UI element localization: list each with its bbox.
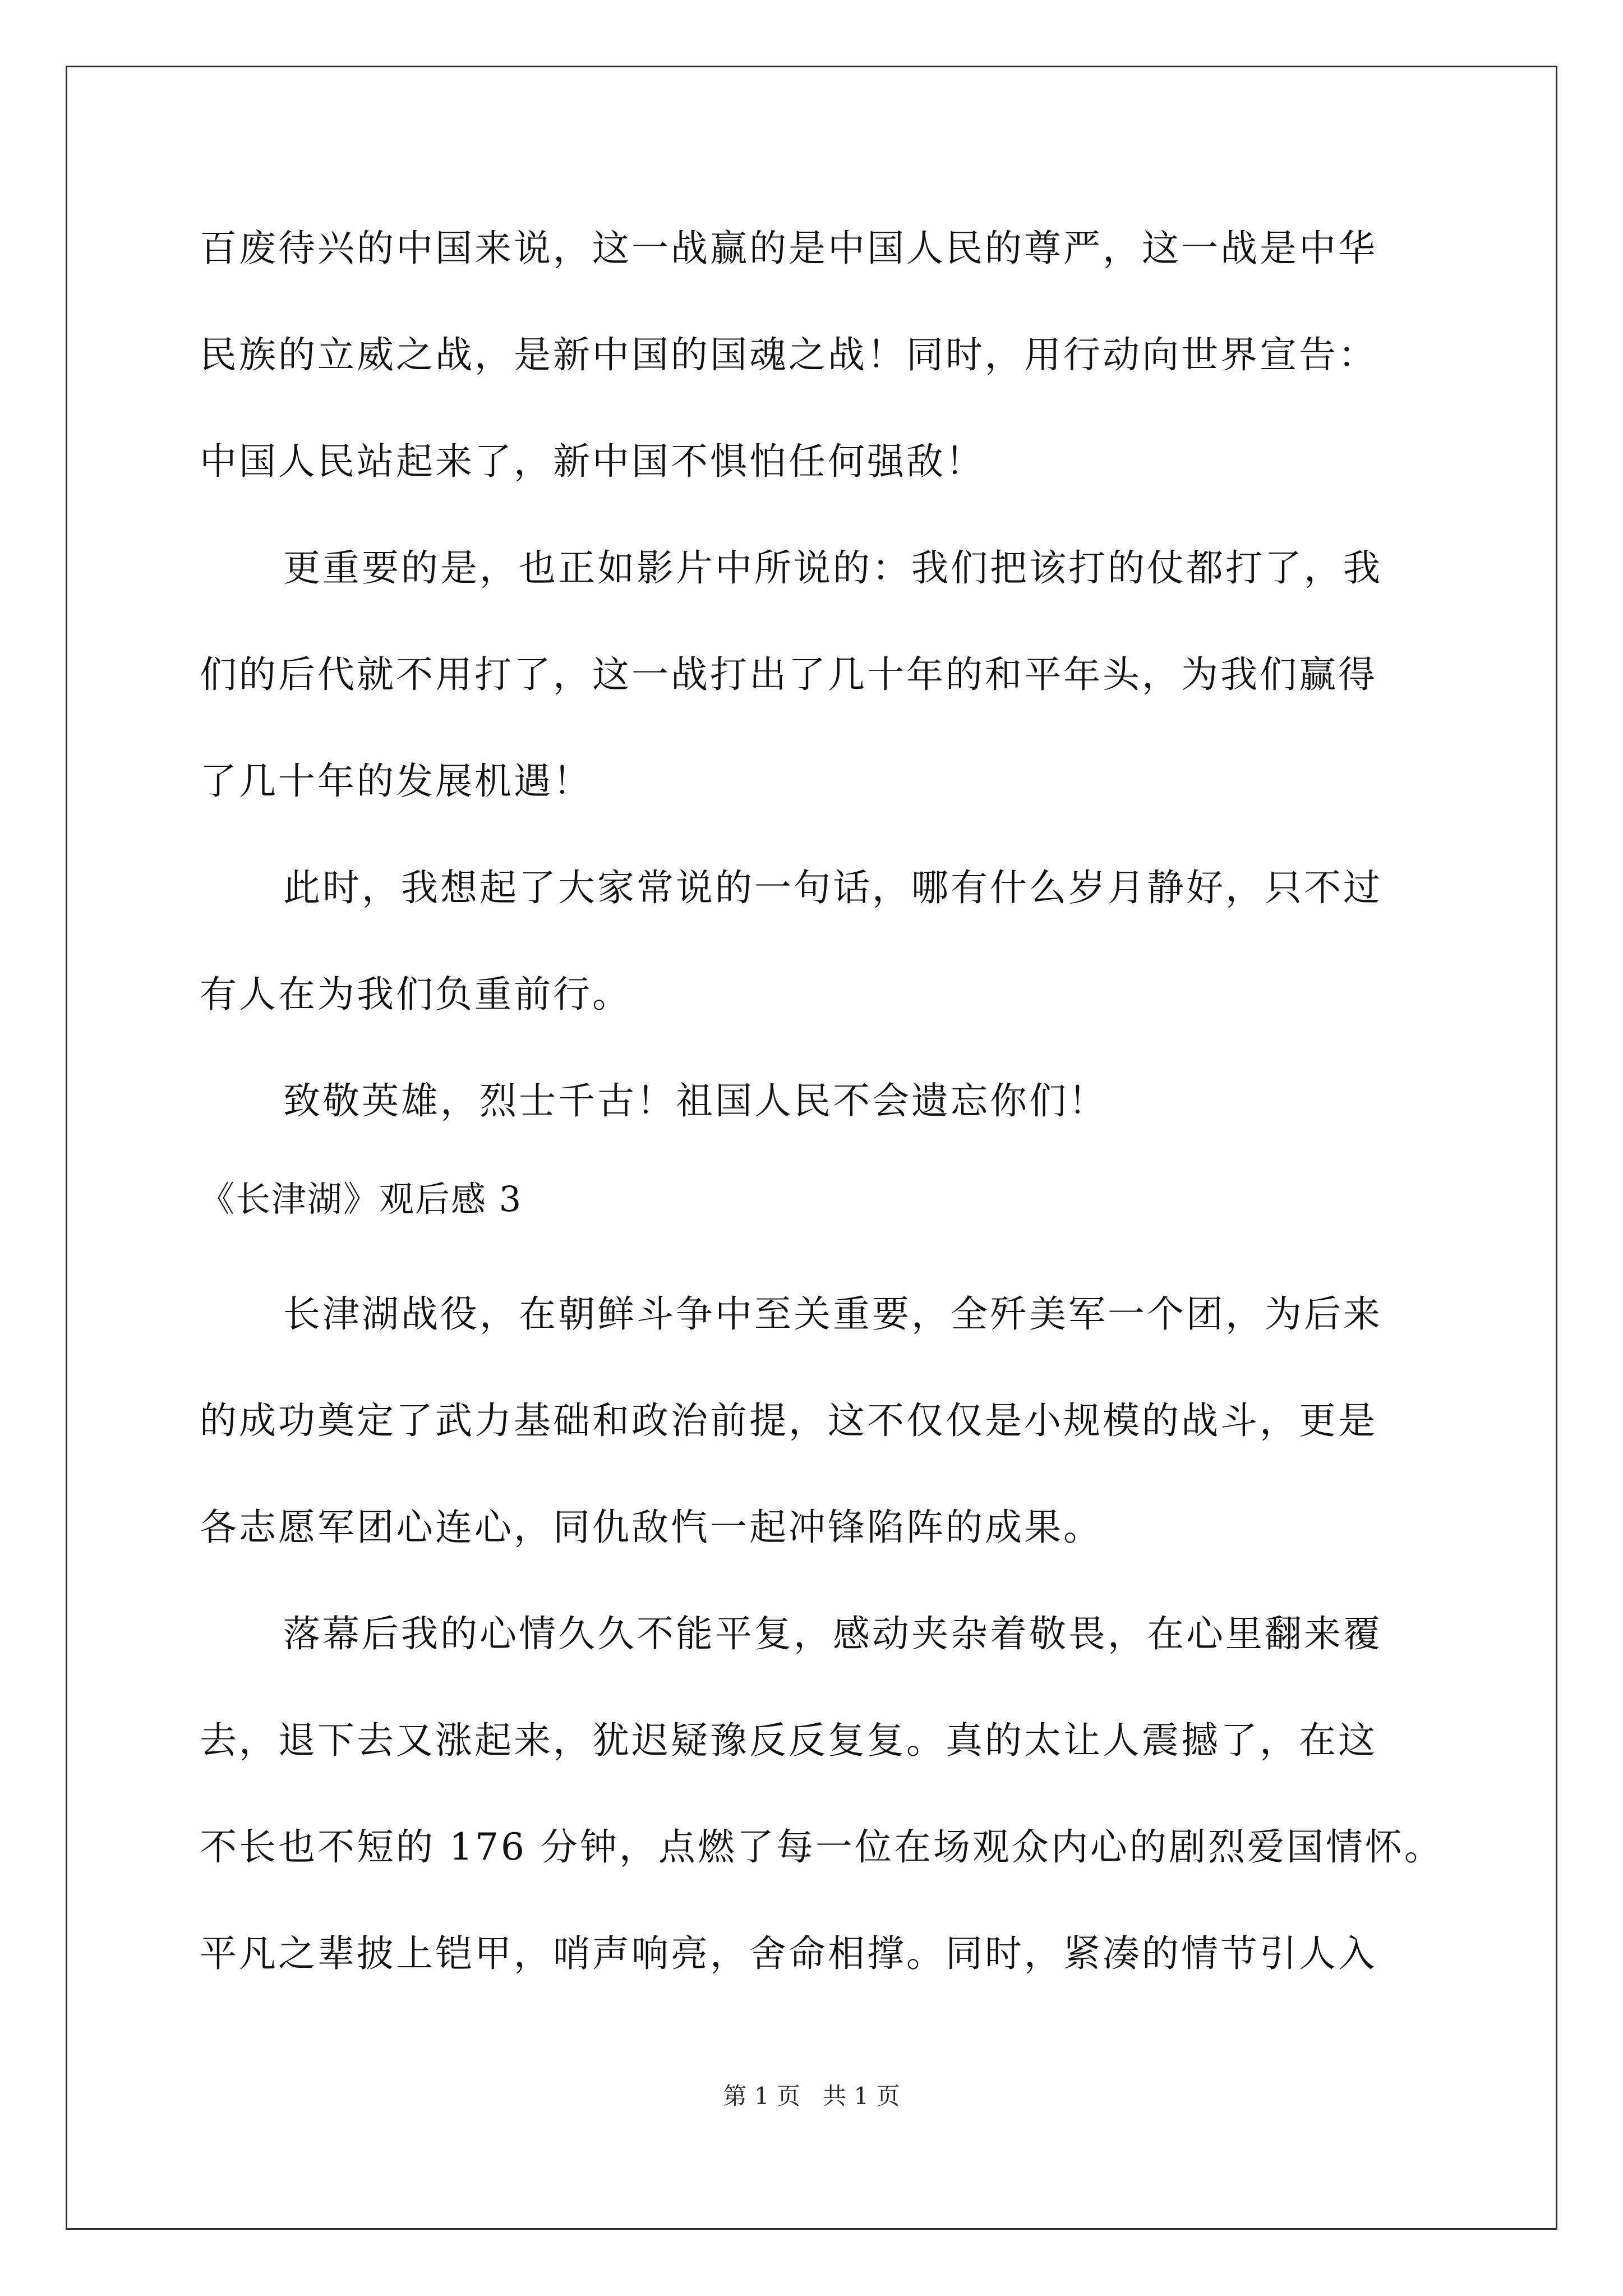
paragraph-line: 中国人民站起来了，新中国不惧怕任何强敌！ bbox=[200, 440, 985, 483]
paragraph-line: 了几十年的发展机遇！ bbox=[200, 760, 592, 803]
paragraph-line: 的成功奠定了武力基础和政治前提，这不仅仅是小规模的战斗，更是 bbox=[200, 1399, 1377, 1442]
paragraph-line: 更重要的是，也正如影片中所说的：我们把该打的仗都打了，我 bbox=[283, 546, 1382, 590]
paragraph-line: 们的后代就不用打了，这一战打出了几十年的和平年头，为我们赢得 bbox=[200, 653, 1377, 696]
paragraph-line: 致敬英雄，烈士千古！祖国人民不会遗忘你们！ bbox=[283, 1079, 1108, 1122]
paragraph-line: 平凡之辈披上铠甲，哨声响亮，舍命相撑。同时，紧凑的情节引人入 bbox=[200, 1932, 1377, 1975]
paragraph-line: 落幕后我的心情久久不能平复，感动夹杂着敬畏，在心里翻来覆 bbox=[283, 1612, 1382, 1655]
paragraph-line: 长津湖战役，在朝鲜斗争中至关重要，全歼美军一个团，为后来 bbox=[283, 1292, 1382, 1336]
section-heading: 《长津湖》观后感 3 bbox=[200, 1179, 523, 1220]
page-border bbox=[66, 66, 1557, 2230]
page-footer: 第 1 页 共 1 页 bbox=[723, 2082, 900, 2110]
paragraph-line: 有人在为我们负重前行。 bbox=[200, 973, 631, 1016]
paragraph-line: 百废待兴的中国来说，这一战赢的是中国人民的尊严，这一战是中华 bbox=[200, 227, 1377, 270]
paragraph-line: 不长也不短的 176 分钟，点燃了每一位在场观众内心的剧烈爱国情怀。 bbox=[200, 1825, 1444, 1869]
paragraph-line: 各志愿军团心连心，同仇敌忾一起冲锋陷阵的成果。 bbox=[200, 1506, 1103, 1549]
paragraph-line: 民族的立威之战，是新中国的国魂之战！同时，用行动向世界宣告： bbox=[200, 333, 1377, 376]
paragraph-line: 此时，我想起了大家常说的一句话，哪有什么岁月静好，只不过 bbox=[283, 866, 1382, 909]
paragraph-line: 去，退下去又涨起来，犹迟疑豫反反复复。真的太让人震撼了，在这 bbox=[200, 1719, 1377, 1762]
